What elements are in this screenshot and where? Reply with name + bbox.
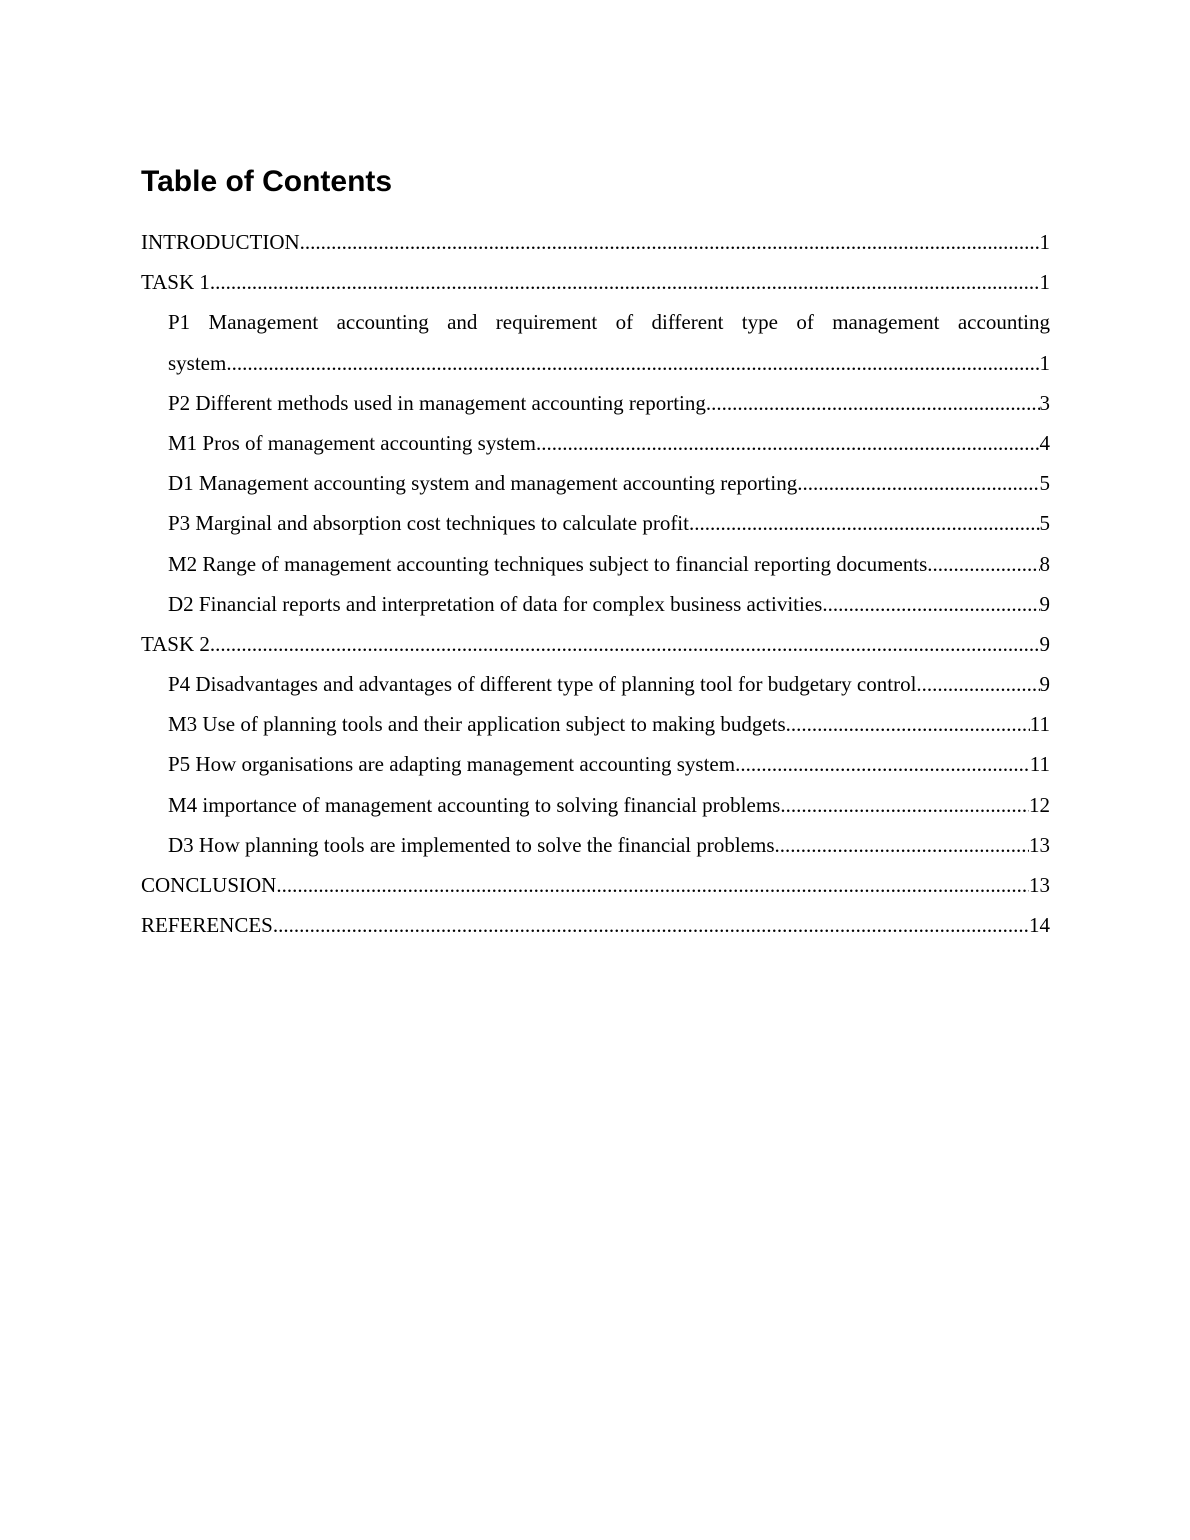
toc-leader-dots [300,222,1040,262]
toc-entry-label: TASK 2 [141,631,210,656]
toc-entry-label: D1 Management accounting system and management accounting reporting [168,471,798,496]
toc-entry-conclusion[interactable] [141,865,1050,905]
toc-leader-dots [797,463,1039,503]
toc-page-number: 1 [1039,230,1050,254]
toc-entry-label: M4 importance of management accounting to solving financial problems [168,792,781,817]
toc-page-number: 5 [1039,511,1050,536]
toc-leader-dots [226,343,1039,383]
toc-entry-label: P4 Disadvantages and advantages of different type of planning tool for budgetary control. [168,672,922,697]
toc-entry-m1[interactable] [141,423,1050,463]
toc-entry-label: M2 Range of management accounting techniques subject to financial reporting documents [168,551,928,576]
toc-entry-label-line2: system [168,350,227,375]
toc-entry-label: P3 Marginal and absorption cost techniques to calculate profit [168,511,689,536]
toc-entry-references[interactable] [141,905,1050,945]
toc-entry-d3[interactable] [141,825,1050,865]
toc-entry-m2[interactable] [141,544,1050,584]
toc-entry-label: M1 Pros of management accounting system [168,430,537,455]
toc-entry-d2[interactable] [141,584,1050,624]
toc-page-number: 8 [1039,551,1050,576]
page-title: Table of Contents [141,165,393,198]
toc-page-number: 11 [1029,752,1050,777]
toc-entry-label: M3 Use of planning tools and their application subject to making budgets [168,712,786,737]
toc-leader-dots [922,664,1040,704]
toc-page-number: 4 [1039,430,1050,455]
toc-page-number: 14 [1029,913,1050,938]
toc-leader-dots [927,544,1039,584]
toc-entry-p4[interactable] [141,664,1050,704]
toc-page-number: 9 [1039,631,1050,656]
toc-leader-dots [706,383,1040,423]
toc-entry-label: D2 Financial reports and interpretation of data for complex business activities [168,591,823,616]
toc-entry-task-1[interactable] [141,262,1050,302]
toc-entry-label: P5 How organisations are adapting management accounting system [168,752,736,777]
toc-entry-d1[interactable] [141,463,1050,503]
toc-page-number: 9 [1039,672,1050,697]
toc-leader-dots [536,423,1039,463]
toc-page-number: 3 [1039,390,1050,415]
toc-leader-dots [276,865,1029,905]
toc-entry-m4[interactable] [141,785,1050,825]
table-of-contents [141,222,1050,945]
toc-page-number: 5 [1039,471,1050,496]
toc-leader-dots [735,744,1030,784]
toc-entry-p1[interactable] [141,302,1050,382]
toc-leader-dots [273,905,1029,945]
toc-entry-m3[interactable] [141,704,1050,744]
toc-entry-label: TASK 1 [141,270,210,295]
toc-leader-dots [786,704,1030,744]
toc-page-number: 13 [1029,873,1050,897]
toc-entry-task-2[interactable] [141,624,1050,664]
toc-entry-label: D3 How planning tools are implemented to solve the financial problems [168,832,775,857]
toc-entry-label: REFERENCES [141,913,273,938]
toc-leader-dots [689,503,1040,543]
toc-page-number: 11 [1029,712,1050,737]
toc-entry-label: CONCLUSION [141,873,277,897]
toc-entry-p2[interactable] [141,383,1050,423]
toc-leader-dots [775,825,1029,865]
toc-leader-dots [822,584,1039,624]
toc-page-number: 12 [1029,792,1050,817]
toc-page-number: 13 [1029,832,1050,857]
toc-entry-label: P2 Different methods used in management accounting reporting [168,390,706,415]
toc-entry-introduction[interactable] [141,222,1050,262]
toc-leader-dots [210,624,1040,664]
toc-page-number: 1 [1039,350,1050,375]
toc-entry-p3[interactable] [141,503,1050,543]
toc-entry-label-line1: P1 Management accounting and requirement of different type of management accounting [168,310,1050,335]
toc-leader-dots [780,785,1029,825]
toc-page-number: 9 [1039,591,1050,616]
toc-page-number: 1 [1039,270,1050,295]
toc-entry-label: INTRODUCTION [141,230,300,254]
toc-leader-dots [210,262,1040,302]
toc-entry-p5[interactable] [141,744,1050,784]
